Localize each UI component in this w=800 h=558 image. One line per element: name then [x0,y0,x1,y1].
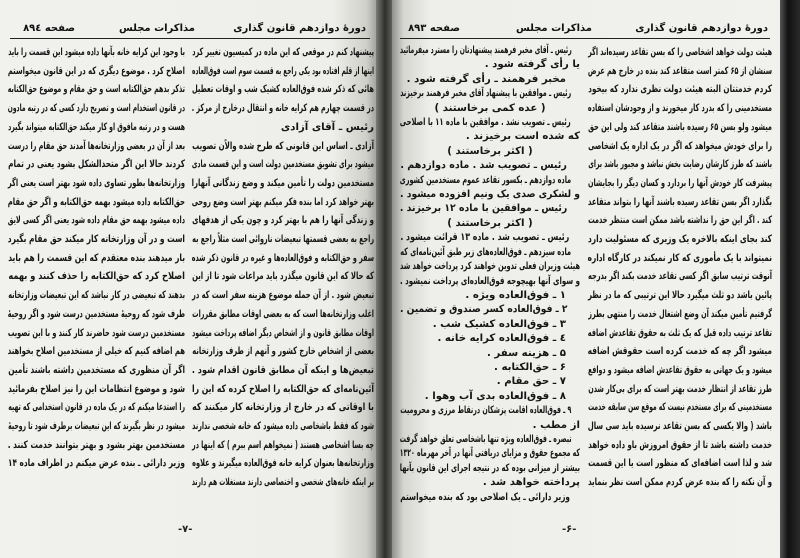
text-line: رئیس ـ موافقین با پیشنهاد آقای مخبر فرهمند برخیزند [400,88,572,100]
text-line: بعضی از اشخاص خارج کشور و آنهم از طرف وزارتخانه [192,346,374,358]
text-line: را استدعا میکنم که در یک ماده در قانون استخدامی که تهیه [8,402,186,414]
text-line: شد و لذا است اضافه‌ای که منظور است یا این قسمت [588,458,772,470]
text-line: مستخدمین بهتر بشود و بهتر بتوانند خدمت کنند . [7,439,185,451]
header-title: دورهٔ دوازدهم قانون گذاری [233,23,366,34]
text-line: با اوقاتی که در خارج از وزارتخانه کار میکنند که [192,402,374,414]
text-line: نمیتواند با یک مأموری که کار نمیکند در کارگاه اداره [587,252,772,264]
text-line: یا رأی گرفته شود . [484,59,580,71]
text-line: رئیس ـ آقای آزادی [280,121,374,133]
text-line: رئیس ـ موافقین با ماده ۱۲ برخیزند . [399,203,568,215]
text-line: ( اکثر برخاستند ) [447,217,533,229]
text-line: و آن نکته را که بنده عرض کردم ممکن است نظر بنماید [588,477,772,489]
text-line: کند بجای اینکه بالاخره یک وزیری که مسئولیت دارد [587,234,772,246]
text-line: آنوقت ترتیب سابق اگر کسی تقاعد خدمت بکند اگر بدرجه [587,271,772,283]
text-line: کند . اگر این حق را نداشته باشد ممکن است منتظر خدمت [588,215,772,227]
header-title: دورهٔ دوازدهم قانون گذاری [635,23,768,34]
text-line: که حالا که این قانون میگذرد باید مراعات شود تا از این [192,271,374,283]
text-line: بگذارد اگر بسن تقاعد رسیده باشند آنها را بتواند متقاعد [588,196,772,208]
header-section: مذاکرات مجلس [515,23,592,34]
text-line: هیئت دولت خواهد اشخاصی را که بسن تقاعد رسیده‌اند اگر [588,47,772,58]
text-line: بار میدهند بنده معتقدم که این قسمت را هم باید [8,252,186,264]
book-edge [780,0,800,558]
text-line: کردند حالا این اگر متحدالشکل بشود یعنی در تمام [8,159,185,171]
text-line: ۲ ـ فوق‌العاده کسر صندوق و تضمین . [399,304,568,316]
text-line: میشود اگر چه که خدمت کرده است حقوقش اضافه [587,346,772,358]
text-line: در قانون استخدام است و تصریح دارد کسی که در رتبه مادون [7,103,185,115]
text-line: که مجموع حقوق و مزایای دریافتی آنها در آخر مهرماه ۱۳۲۰ [399,448,580,460]
text-line: بدهند که تبعیضی در کار نباشد که این تبعیضات وزارتخانه [8,290,186,302]
text-line: و سوای آنها بهیچوجه فوق‌العاده‌ای پرداخت نمیشود . [399,275,580,287]
text-line: باشد ( والا یکسی که بسن تقاعد نرسیده باید سی سال [587,421,772,433]
text-line: مستخدمینی که برای مستخدم نیست که موقع سن سابقه خدمت [588,402,772,414]
text-line: تبصره ـ فوق‌العاده ویژه تنها باشخاصی تعلق خواهد گرفت [399,433,572,445]
text-line: پیشنهاد کنم در موقعی که این ماده در کمیسیون تغییر کرد [192,47,374,58]
text-line: بر اینکه خانه‌های شخصی و اختصاصی دارند مستغلات هم دارند [191,477,374,489]
text-line: میشود در نظر بگیرند که این تبعیضات برطرف شود تا روحیهٔ [8,421,186,433]
text-line: ۶ ـ حق‌الکتابه . [494,361,566,373]
text-line: چه بسا اشخاصی هستند ( نمیخواهم اسم ببرم ) که اینها در [192,439,374,451]
text-line: تبعیض‌ها و اینکه آن مطابق قانون اقدام شود . [191,364,374,376]
text-line: تذکر بدهم حق‌الکتابه است و حق مقام و موضوع حق‌الکتابه [7,84,185,96]
text-line: اصلاح کرد . موضوع دیگری که در این قانون میخواستم [7,65,185,77]
text-column-right [192,44,374,493]
text-line: مستخدمینی را که بدرد کار میخورند و از وجودشان استفاده [587,103,772,115]
text-line: سنشان از ۶۵ کمتر است متقاعد کند بنده در خارج هم عرض [587,65,772,77]
text-line: رئیس ـ تصویب نشد . موافقین با ماده ۱۱ با اصلاحی [399,117,571,129]
text-line: داده میشود بهمه حق مقام داده شود یعنی اگر کسی لایق [7,215,185,227]
text-line: میشود ولو بسن ۶۵ رسیده باشند متقاعد کند ولی این حق [588,121,772,133]
text-line: کردم خدمتتان البته هیئت دولت نظری ندارد که بیخود [588,84,772,96]
page-header [400,22,770,39]
text-line: بهتر خواهد کرد اما بنده فکر میکنم بهتر است وضع روحی [191,196,374,208]
text-line: هائی که ذکر شده فوق‌العاده کشیک شب و اوقات تعطیل [191,84,374,96]
text-line: است و در آن وزارتخانه کار میکند حق مقام بگیرد [7,234,186,246]
text-line: رئیس ـ آقای مخبر فرهمند پیشنهادتان را مسترد میفرمائید [399,45,572,56]
page-folio: -۷- [178,524,193,535]
text-line: ماده دوازدهم ـ بکسور تقاعد عموم مستخدمین کشوری [399,174,572,186]
page-folio: -۶- [562,524,577,535]
text-line: وزیر دارائی ـ بنده عرض میکنم در اطراف ماده ۱۴ [7,458,185,470]
text-line: اینها از قلم افتاده بود یکی راجع به قسمت سوم است فوق‌العاده [192,65,374,77]
text-line: را برای خودش میخواهد که اگر در یک اداره یک اشخاصی [588,140,772,152]
text-line: که شده است برخیزند . [465,131,580,143]
text-line: هیئت وزیران فعلی تدوین خواهند کرد پرداخت خواهد شد [400,261,580,273]
text-line: آزادی ـ اساس این قانونی که طرح شده والاًن تصویب [192,140,374,152]
text-line: آئین‌نامه‌ای که حق‌الکتابه را اصلاح کرده که این را [191,383,374,395]
text-line: اگر آن منظوری که مستخدمین داشته باشند تأمین [8,364,185,376]
text-line: تقاعد ترتیب داده قبل که یک ثلث به حقوق تقاعدش اضافه [587,327,772,339]
text-line: شود و موضوع انتظامات این را نیز اصلاح بفرمائید [8,383,186,395]
text-line: رئیس ـ تصویب شد . ماده دوازدهم . [400,160,567,172]
text-line: ۸ ـ فوق‌العاده بدی آب وهوا . [424,390,566,402]
text-line: ( عده کمی برخاستند ) [434,102,546,114]
text-line: ۵ ـ هزینه سفر . [486,347,566,359]
text-line: ۷ ـ حق مقام . [496,376,566,388]
text-line: پائین باشد دو ثلث میگیرد حالا این ترتیبی که ما در نظر [587,290,772,302]
text-line: وزیر دارائی ـ یک اصلاحی بود که بنده میخواستم [400,491,570,503]
text-line: بعد از آن در بعضی وزارتخانه‌ها آمدند حق مقام را درست [7,140,185,152]
text-line: تبعیض شود . از آن جمله موضوع هزینه سفر است که در [192,290,374,302]
page-number: صفحه ۸۹۳ [408,23,460,34]
text-column-left [400,44,580,505]
page-number: صفحه ۸۹٤ [23,23,75,34]
header-section: مذاکرات مجلس [118,23,195,34]
text-line: و زندگی آنها را هم با بهتر کرد و چون یکی از هدفهای [192,215,374,227]
text-line: ٤ ـ فوق‌العاده کرایه خانه . [437,333,566,345]
text-line: مخبر فرهمند ـ رأی گرفته شود . [406,73,566,85]
text-line: هست و در رتبه مافوق او کار میکند حق‌الکتابه میتواند بگیرد [8,121,185,133]
text-line: اغلب وزارتخانه‌ها است که به بعضی اوقات مطابق مقررات [192,308,374,320]
text-line: باشند که طرز کارشان رضایت بخش نباشد و مجبور باشد برای [588,159,772,171]
text-line: اوقات مطابق قانون و از اشخاص دیگر اضافه پرداخت میشود [192,327,374,339]
text-line: طرز تقاعد از انتظار خدمت بهتر است که برای بی‌کار شدن [588,383,772,395]
text-line: ( اکثر برخاستند ) [447,145,533,157]
text-line: حق‌الکتابه داده میشود بهمه حق‌الکتابه و اگر حق مقام [7,196,185,208]
text-line: ماده سیزدهم ـ فوق‌العاده‌های زیر طبق آئین‌نامه‌ای که [400,246,571,258]
text-line: وزارتخانه‌ها بطور تساوی داده شود بهتر است یعنی اگر [7,177,185,189]
text-line: و لشکری صدی یک ونیم افزوده میشود . [400,189,580,201]
text-line: راجع به بعضی قسمتها تبعیضات ناروائی است مثلاً راجع به [192,234,374,246]
text-line: از مطب . [532,419,580,431]
text-line: پیشرفت کار خودش آنها را بردارد و کسان دیگر را بجایشان [588,177,772,189]
text-line: گرفتیم تأمین میکند آن وضع اشتغال خدمت را منتهی بطرز [588,308,772,320]
text-line: مستخدمین درست شود حاضرند کار کنند و با این تصویب [7,327,186,339]
text-line: پرداخته خواهد شد . [482,477,580,489]
page-header [10,22,370,39]
text-line: سفر و حق‌الکتابه و فوق‌العاده‌ها و غیره در قانون ذکر شده [191,252,374,264]
text-line: شود که فقط باشخاصی داده میشود که خانه شخصی ندارند [192,421,374,433]
text-line: خدمت داشته باشد تا از حقوق امروزش باو داده خواهد [588,439,772,451]
text-line: رئیس ـ تصویب شد . ماده ۱۳ قرائت میشود . [400,232,570,244]
text-line: میشود برای تشویق مستخدمین دولت است و این قسمت مادی [191,159,374,171]
text-line: هم اضافه کنیم که خیلی از مستخدمین اصلاح بخواهند [7,346,186,358]
text-line: با وجود این کرایه خانه بآنها داده میشود این قسمت را باید [8,47,185,58]
left-page [0,0,378,558]
text-line: در قسمت چهارم هم کرایه خانه و انتقال درخارج از مرکز . [191,103,374,115]
right-page [392,0,782,558]
text-line: طرف شود که روحیهٔ مستخدمین درست شود و اگر روحیهٔ [7,308,185,320]
text-line: میشود و یک جهانی به حقوق تقاعدش اضافه میشود و دوافع [587,364,772,376]
text-line: ۹ ـ فوق‌العاده اقامت پزشکان درنقاط مرزی و محرومیت [400,405,572,417]
text-line: ۳ ـ فوق‌العاده کشیک شب . [432,318,566,330]
text-column-right [588,44,772,493]
text-line: بیشتر از میزانی بوده که در نتیجه اجرای این قانون بآنها [399,462,580,474]
text-line: اصلاح کرد که حق‌الکتابه را حذف کنند و بهمه [8,271,185,283]
text-line: وزارتخانه‌ها بعنوان کرایه خانه فوق‌العاده میگیرند و علاوه [192,458,374,470]
text-line: ۱ ـ فوق‌العاده ویژه . [465,289,566,301]
text-line: مستخدمین دولت را تأمین میکند و وضع زندگانی آنهارا [191,177,374,189]
text-column-left [8,44,185,474]
